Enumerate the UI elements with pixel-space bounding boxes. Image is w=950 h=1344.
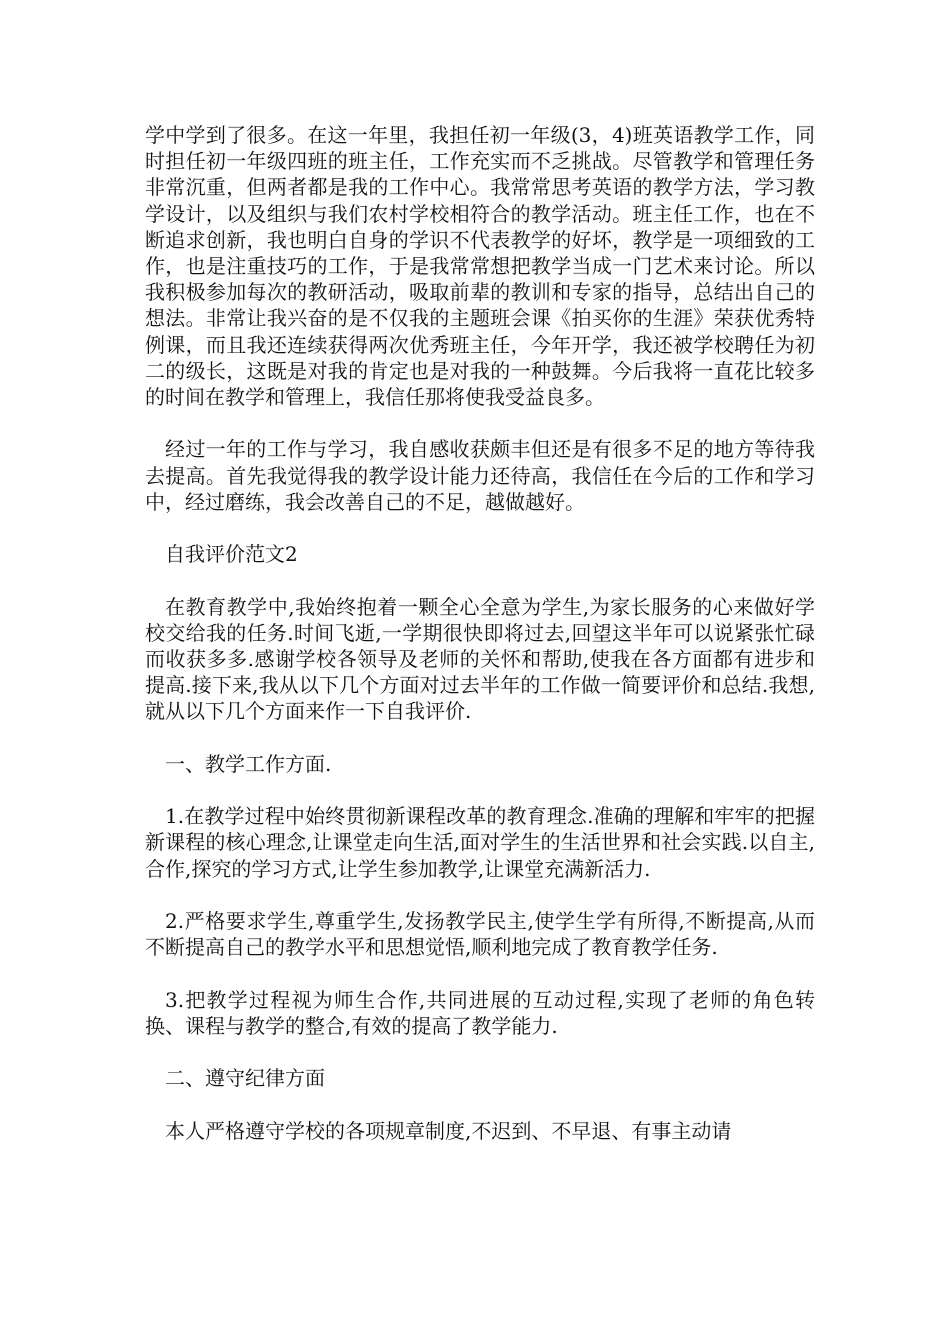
- list-item-3: 3.把教学过程视为师生合作,共同进展的互动过程,实现了老师的角色转换、课程与教学的整合,有效的提高了教学能力.: [145, 987, 815, 1038]
- document-body: [145, 122, 815, 1144]
- section-title-sample-2: 自我评价范文2: [165, 542, 298, 567]
- paragraph-intro: 在教育教学中,我始终抱着一颗全心全意为学生,为家长服务的心来做好学校交给我的任务.时间飞逝,一学期很快即将过去,回望这半年可以说紧张忙碌而收获多多.感谢学校各领导及老师的关怀和帮助,使我在各方面都有进步和提高.接下来,我从以下几个方面对过去半年的工作做一简要评价和总结.我想,就从以下几个方面来作一下自我评价.: [145, 594, 815, 724]
- list-item-2: 2.严格要求学生,尊重学生,发扬教学民主,使学生学有所得,不断提高,从而不断提高自己的教学水平和思想觉悟,顺利地完成了教育教学任务.: [145, 909, 815, 960]
- paragraph-discipline: 本人严格遵守学校的各项规章制度,不迟到、不早退、有事主动请: [165, 1118, 732, 1143]
- paragraph-continued: 学中学到了很多。在这一年里，我担任初一年级(3，4)班英语教学工作，同时担任初一年级四班的班主任，工作充实而不乏挑战。尽管教学和管理任务非常沉重，但两者都是我的工作中心。我常常思考英语的教学方法，学习教学设计，以及组织与我们农村学校相符合的教学活动。班主任工作，也在不断追求创新，我也明白自身的学识不代表教学的好坏，教学是一项细致的工作，也是注重技巧的工作，于是我常常想把教学当成一门艺术来讨论。所以我积极参加每次的教研活动，吸取前辈的教训和专家的指导，总结出自己的想法。非常让我兴奋的是不仅我的主题班会课《拍买你的生涯》荣获优秀特例课，而且我还连续获得两次优秀班主任，今年开学，我还被学校聘任为初二的级长，这既是对我的肯定也是对我的一种鼓舞。今后我将一直花比较多的时间在教学和管理上，我信任那将使我受益良多。: [145, 123, 815, 410]
- heading-teaching-work: 一、教学工作方面.: [165, 751, 332, 776]
- paragraph-summary: 经过一年的工作与学习，我自感收获颇丰但还是有很多不足的地方等待我去提高。首先我觉得我的教学设计能力还待高，我信任在今后的工作和学习中，经过磨练，我会改善自己的不足，越做越好。: [145, 437, 815, 514]
- list-item-1: 1.在教学过程中始终贯彻新课程改革的教育理念.准确的理解和牢牢的把握新课程的核心理念,让课堂走向生活,面对学生的生活世界和社会实践.以自主,合作,探究的学习方式,让学生参加教学,让课堂充满新活力.: [145, 804, 815, 881]
- heading-discipline: 二、遵守纪律方面: [165, 1066, 325, 1091]
